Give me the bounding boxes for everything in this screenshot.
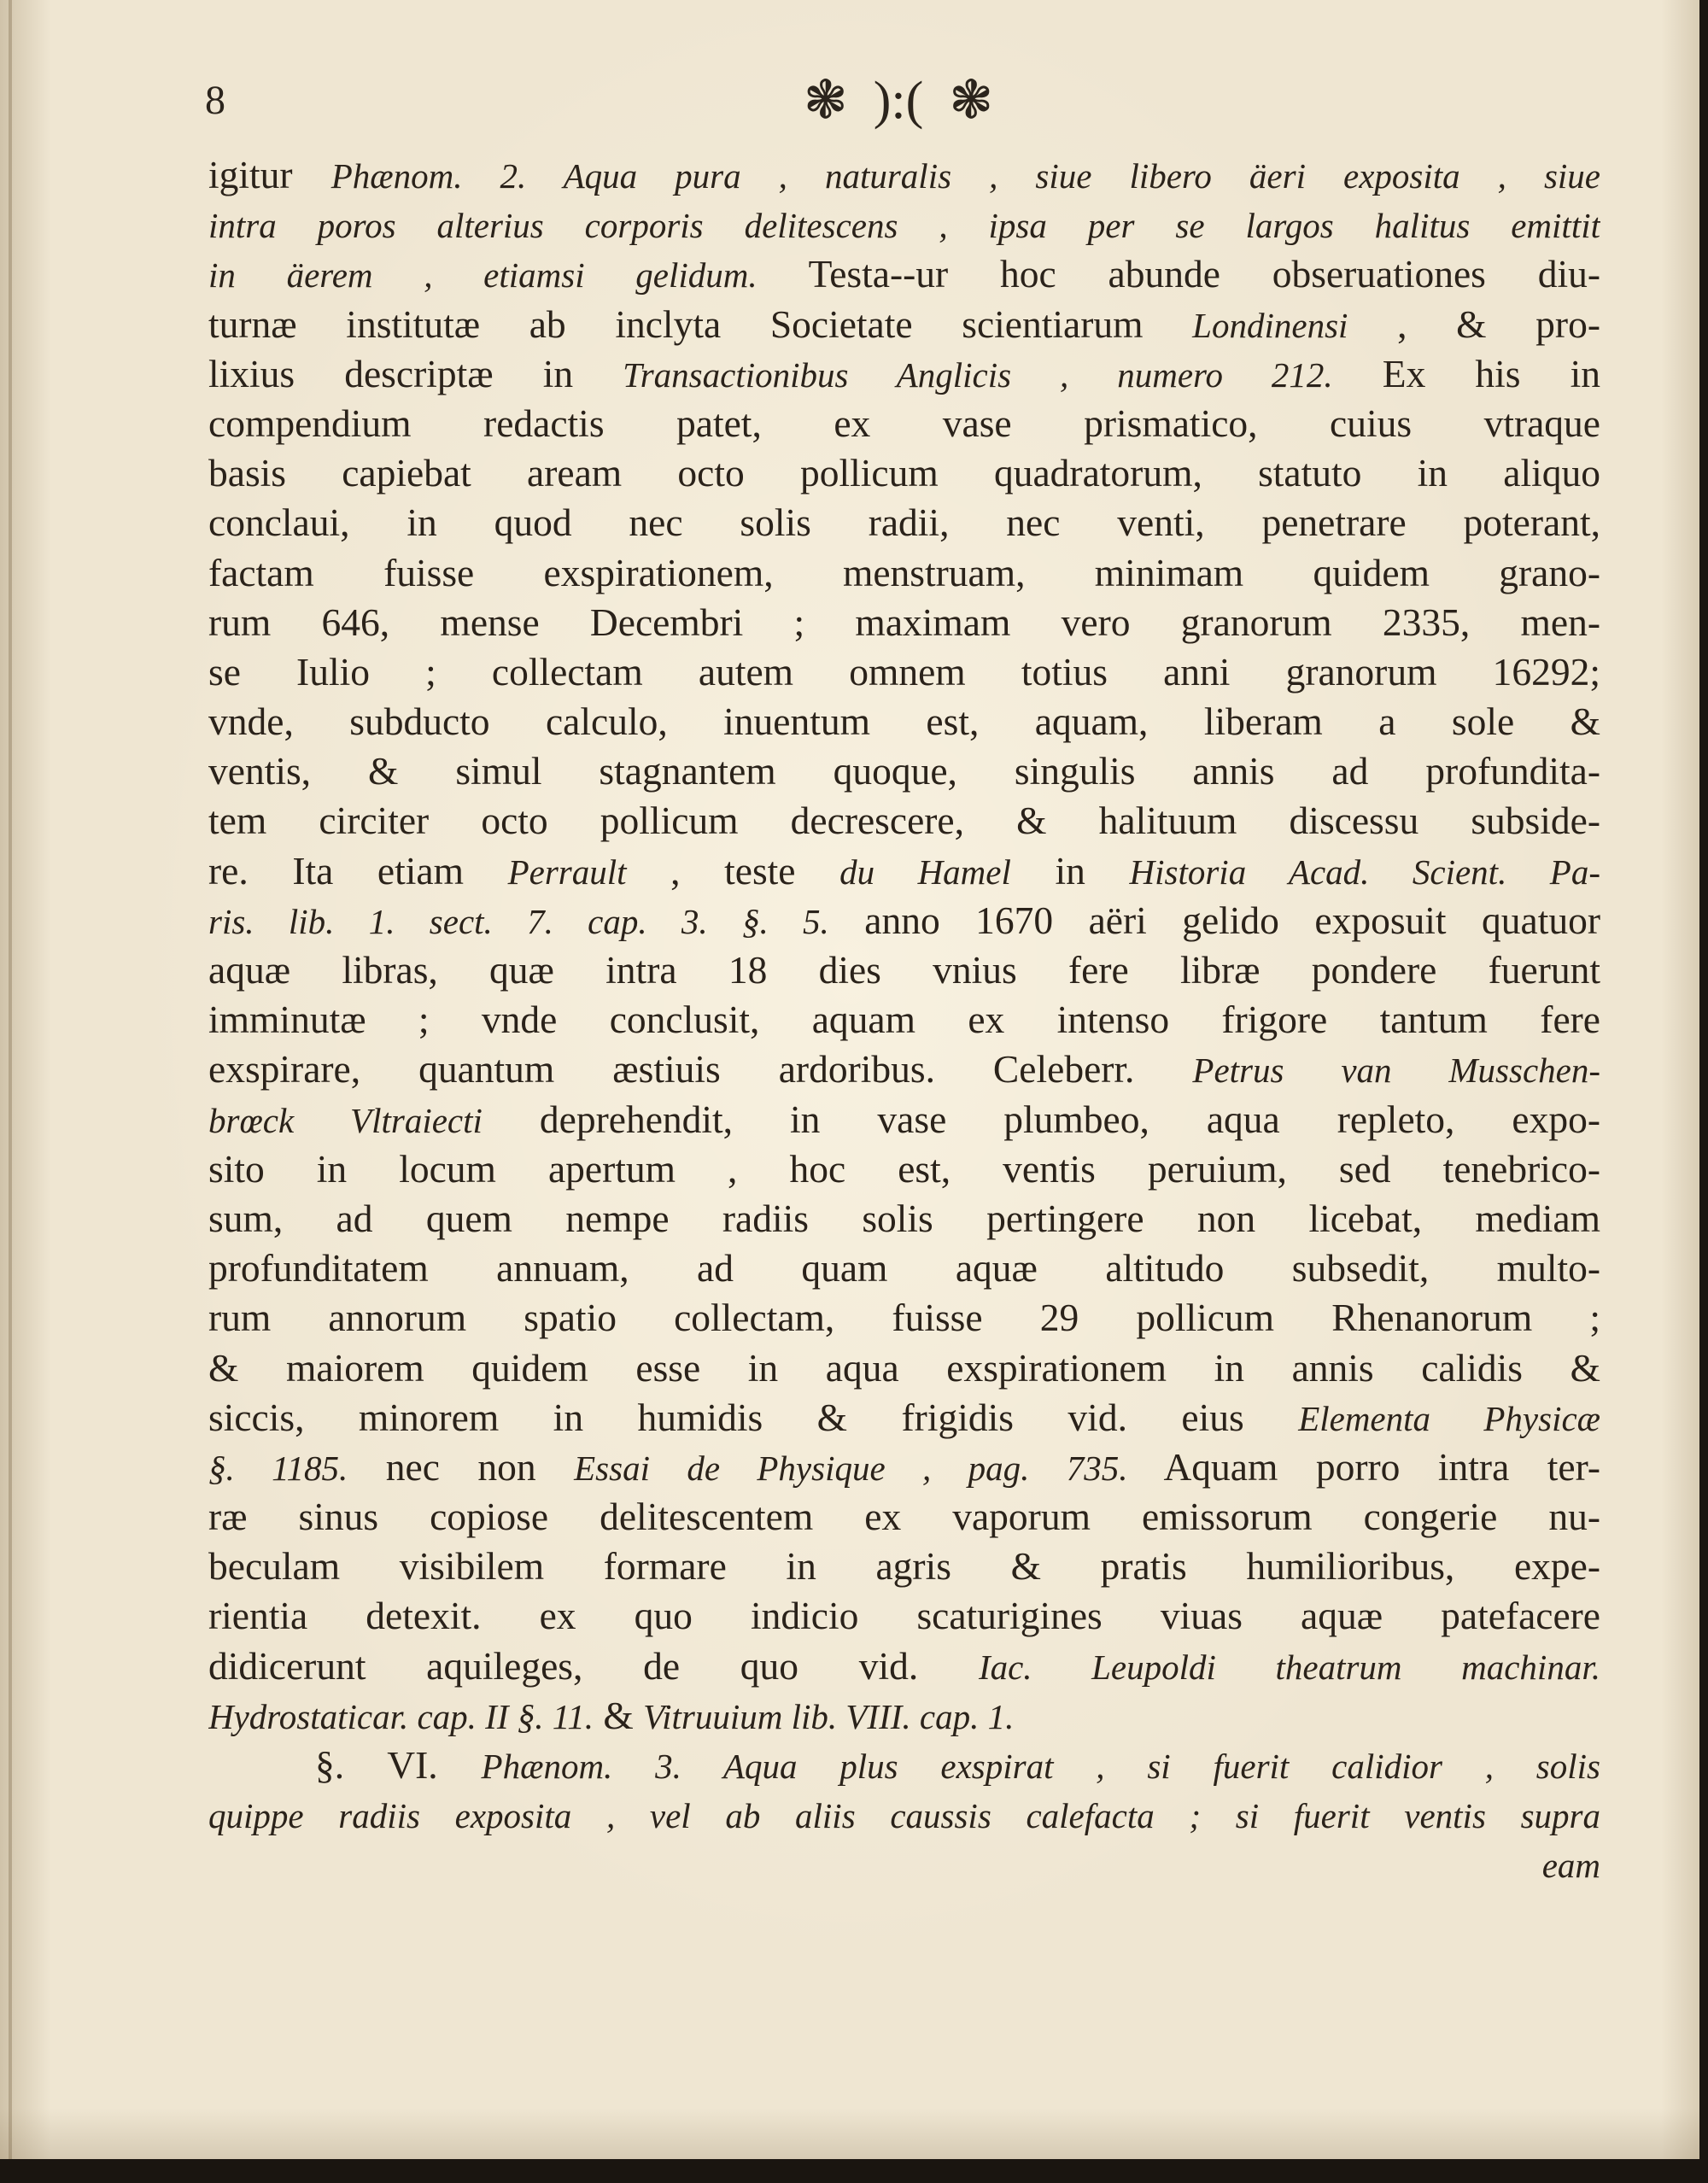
italic-run: Vitruuium lib. VIII. cap. 1. (643, 1696, 1015, 1736)
italic-run: intra poros alterius corporis delitescens , ipsa per se largos halitus emittit (208, 206, 1600, 246)
text-run: in (1010, 848, 1130, 893)
text-run: se Iulio ; collectam autem omnem totius anni granorum 16292; (208, 649, 1600, 694)
italic-run: Phænom. 3. Aqua plus exspirat , si fuerit calidior , solis (481, 1747, 1600, 1786)
italic-run: Essai de Physique , pag. 735. (574, 1448, 1128, 1488)
italic-run: brœck Vltraiecti (208, 1100, 483, 1140)
text-line (208, 995, 1600, 1045)
italic-run: in äerem , etiamsi gelidum. (208, 255, 757, 296)
text-run: Testa‑‑ur hoc abunde obseruationes diu- (757, 252, 1600, 296)
italic-run: §. 1185. (208, 1448, 348, 1488)
text-run: aquæ libras, quæ intra 18 dies vnius fere libræ pondere fuerunt (208, 948, 1600, 992)
body-text (208, 150, 1600, 1890)
text-line (208, 1095, 1600, 1144)
text-run: factam fuisse exspirationem, menstruam, minimam quidem grano- (208, 550, 1600, 594)
text-run: imminutæ ; vnde conclusit, aquam ex intenso frigore tantum fere (208, 998, 1600, 1042)
text-line (208, 300, 1600, 349)
text-run: basis capiebat aream octo pollicum quadratorum, statuto in aliquo (208, 451, 1600, 495)
text-run: conclaui, in quod nec solis radii, nec venti, penetrare poterant, (208, 500, 1600, 545)
text-run: exspirare, quantum æstiuis ardoribus. Celeberr. (208, 1047, 1193, 1092)
text-line (208, 1045, 1600, 1094)
italic-run: Londinensi (1192, 305, 1348, 345)
text-line (208, 349, 1600, 399)
text-run: deprehendit, in vase plumbeo, aqua repleto, expo- (482, 1097, 1600, 1141)
text-run: beculam visibilem formare in agris & pratis humilioribus, expe- (208, 1544, 1600, 1589)
text-run: didicerunt aquileges, de quo vid. (208, 1643, 979, 1688)
text-run: rum annorum spatio collectam, fuisse 29 pollicum Rhenanorum ; (208, 1296, 1600, 1340)
page-number: 8 (205, 78, 225, 123)
text-line (208, 1393, 1600, 1443)
italic-run: Historia Acad. Scient. Pa- (1129, 852, 1600, 892)
text-line (208, 598, 1600, 647)
text-line (208, 1443, 1600, 1492)
text-line (208, 846, 1600, 896)
text-run: igitur (208, 153, 331, 196)
text-line (208, 746, 1600, 796)
italic-run: Elementa Physicæ (1298, 1398, 1600, 1438)
text-run: rum 646, mense Decembri ; maximam vero granorum 2335, men- (208, 600, 1600, 644)
text-line (208, 647, 1600, 697)
text-run: nec non (348, 1444, 575, 1489)
page-header (198, 67, 1590, 135)
text-run: ræ sinus copiose delitescentem ex vaporum emissorum congerie nu- (208, 1495, 1600, 1539)
text-line (208, 1194, 1600, 1244)
italic-run: Perrault (507, 852, 627, 892)
text-run: , teste (626, 848, 840, 893)
italic-run: Phænom. 2. Aqua pura , naturalis , siue libero äeri exposita , siue (330, 156, 1600, 196)
text-run: rientia detexit. ex quo indicio scaturigines viuas aquæ patefacere (208, 1594, 1600, 1638)
text-run: & (593, 1693, 644, 1737)
text-line (208, 1642, 1600, 1691)
page-edge (9, 0, 12, 2159)
ornament-center: ):( (873, 72, 924, 130)
text-run: turnæ institutæ ab inclyta Societate scientiarum (208, 301, 1193, 346)
text-line (208, 1591, 1600, 1641)
text-run: sum, ad quem nempe radiis solis pertingere non licebat, mediam (208, 1196, 1600, 1240)
italic-run: Hydrostaticar. cap. II §. 11. (208, 1696, 594, 1736)
text-line (208, 1741, 1600, 1790)
italic-run: quippe radiis exposita , vel ab aliis caussis calefacta ; si fuerit ventis supra (208, 1796, 1600, 1836)
text-line (208, 1343, 1600, 1393)
italic-run: Transactionibus Anglicis , numero 212. (623, 354, 1333, 395)
italic-run: ris. lib. 1. sect. 7. cap. 3. §. 5. (208, 901, 829, 941)
text-line (208, 1144, 1600, 1194)
header-ornament (770, 70, 1027, 132)
italic-run: Iac. Leupoldi theatrum machinar. (978, 1647, 1600, 1687)
text-line (208, 896, 1600, 945)
text-run: siccis, minorem in humidis & frigidis vid. eius (208, 1395, 1299, 1439)
text-line (208, 548, 1600, 598)
text-line (208, 1293, 1600, 1343)
text-run: profunditatem annuam, ad quam aquæ altitudo subsedit, multo- (208, 1246, 1600, 1290)
text-line (208, 200, 1600, 249)
text-run: Aquam porro intra ter- (1127, 1444, 1600, 1489)
text-line (208, 697, 1600, 746)
fleuron-left-icon: ❃ (803, 72, 848, 130)
text-run: , & pro- (1348, 301, 1600, 346)
text-line (208, 448, 1600, 498)
text-line (208, 1790, 1600, 1840)
text-run: tem circiter octo pollicum decrescere, & halituum discessu subside- (208, 799, 1600, 843)
text-run: sito in locum apertum , hoc est, ventis peruium, sed tenebrico- (208, 1146, 1600, 1191)
text-line (208, 150, 1600, 200)
text-line (208, 1492, 1600, 1542)
text-line (208, 945, 1600, 995)
text-run: compendium redactis patet, ex vase prismatico, cuius vtraque (208, 401, 1600, 445)
text-run: §. VI. (315, 1743, 482, 1787)
italic-run: Petrus van Musschen- (1192, 1051, 1600, 1091)
text-line (208, 796, 1600, 846)
text-run: vnde, subducto calculo, inuentum est, aquam, liberam a sole & (208, 699, 1600, 744)
text-run: anno 1670 aëri gelido exposuit quatuor (828, 898, 1600, 942)
text-line (208, 399, 1600, 448)
italic-run: eam (1541, 1846, 1600, 1886)
text-run: re. Ita etiam (208, 848, 508, 893)
text-run: lixius descriptæ in (208, 351, 623, 395)
text-line (208, 1840, 1600, 1889)
text-run: Ex his in (1332, 351, 1600, 395)
text-run: ventis, & simul stagnantem quoque, singulis annis ad profundita- (208, 749, 1600, 793)
text-run: & maiorem quidem esse in aqua exspirationem in annis calidis & (208, 1345, 1600, 1390)
italic-run: du Hamel (839, 852, 1011, 892)
text-line (208, 1691, 1600, 1741)
text-line (208, 498, 1600, 547)
text-line (208, 249, 1600, 299)
fleuron-right-icon: ❃ (949, 72, 994, 130)
text-line (208, 1244, 1600, 1293)
text-line (208, 1542, 1600, 1591)
